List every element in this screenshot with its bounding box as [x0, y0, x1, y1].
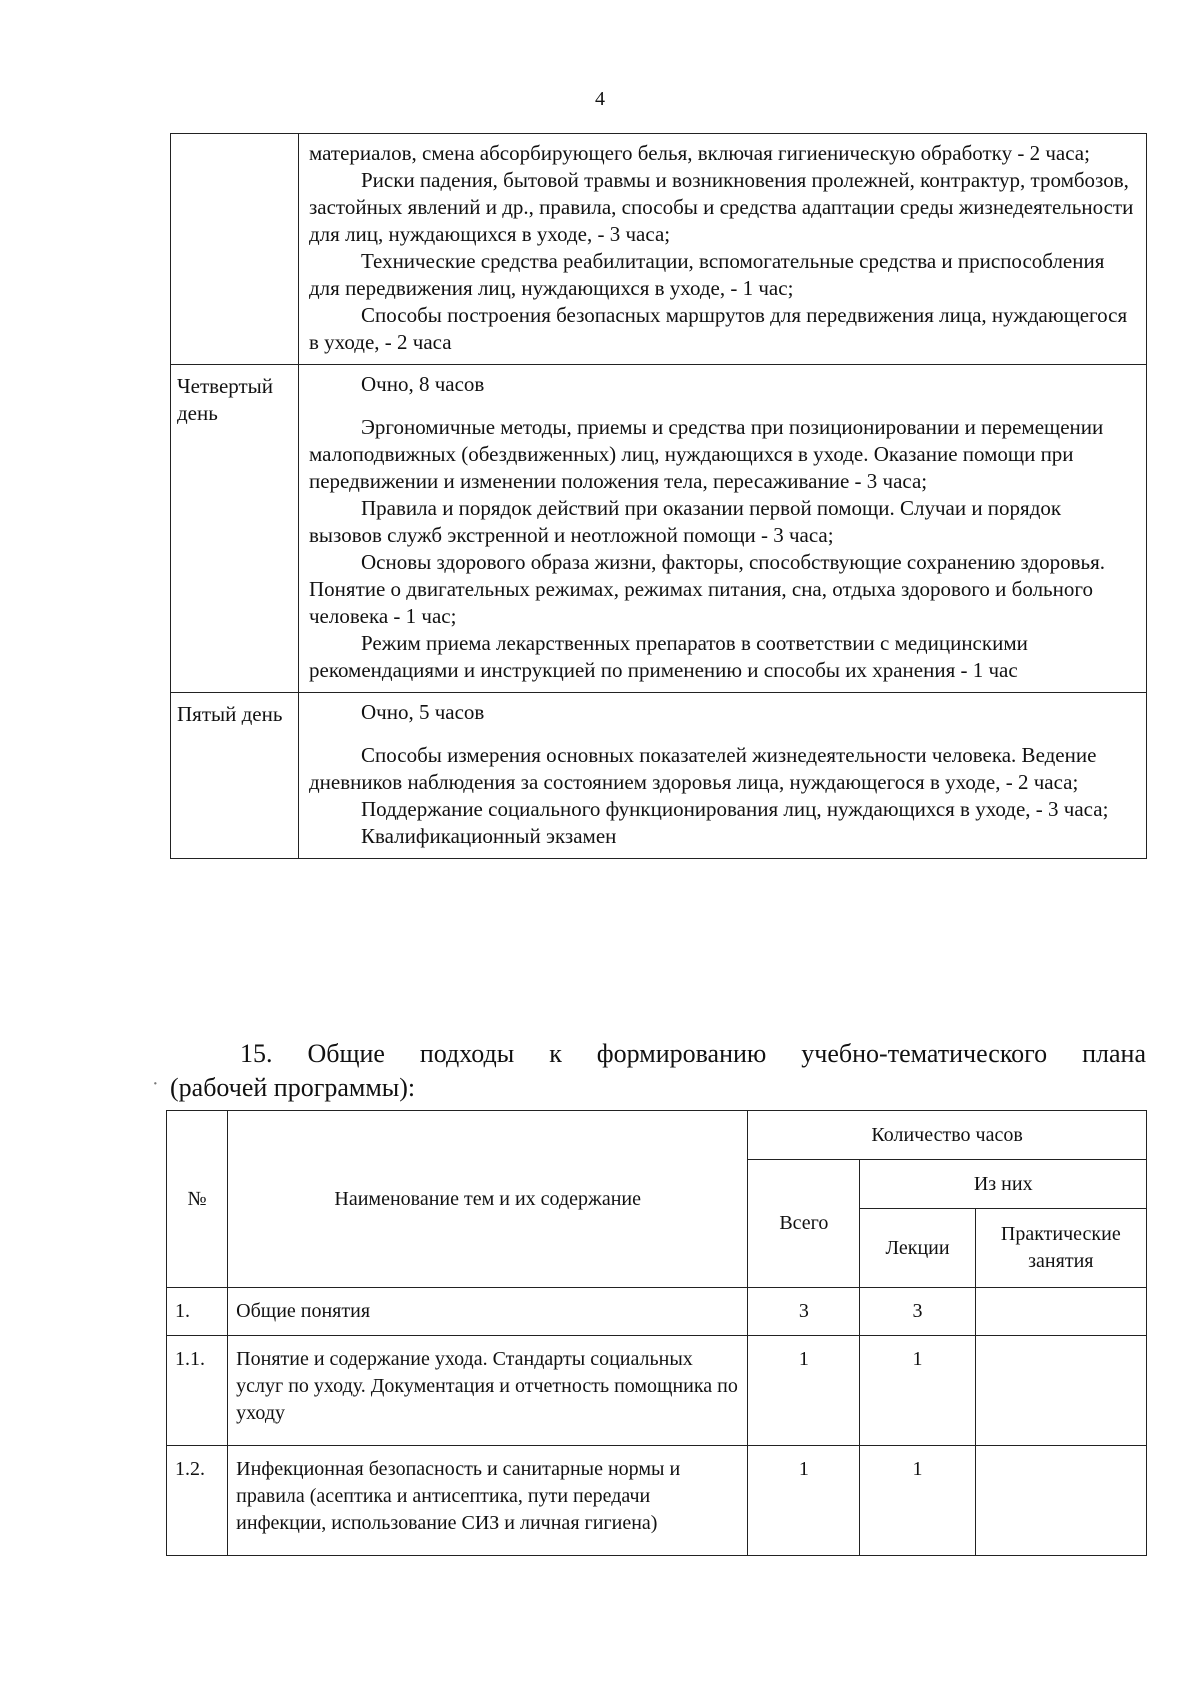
day-content: [299, 365, 1147, 693]
day-content: [299, 693, 1147, 859]
schedule-paragraph: Поддержание социального функционирования лиц, нуждающихся в уходе, - 3 часа;: [361, 797, 1109, 821]
row-lectures: 3: [860, 1288, 975, 1336]
schedule-paragraph: Основы здорового образа жизни, факторы, способствующие сохранению здоровья. Понятие о двигательных режимах, режимах питания, сна, отдыха здорового и больного человека - 1 час;: [309, 550, 1106, 628]
row-total: 1: [748, 1446, 860, 1556]
day-content: [299, 134, 1147, 365]
row-lectures: 1: [860, 1336, 975, 1446]
schedule-row-continuation: [171, 134, 1147, 365]
header-name: Наименование тем и их содержание: [228, 1111, 748, 1288]
header-lectures: Лекции: [860, 1209, 975, 1288]
day-label: Пятый день: [171, 693, 299, 859]
table-row: [167, 1446, 1147, 1556]
schedule-row-day-5: [171, 693, 1147, 859]
plan-table: [166, 1110, 1147, 1556]
schedule-paragraph: Способы построения безопасных маршрутов для передвижения лица, нуждающегося в уходе, - 2 часа: [309, 303, 1128, 354]
header-number: №: [167, 1111, 228, 1288]
row-lectures: 1: [860, 1446, 975, 1556]
margin-mark: ·: [152, 1073, 159, 1095]
schedule-paragraph: Риски падения, бытовой травмы и возникновения пролежней, контрактур, тромбозов, застойных явлений и др., правила, способы и средства адаптации среды жизнедеятельности для лиц, нуждающихся в уходе, - 3 часа;: [309, 168, 1134, 246]
schedule-paragraph: Эргономичные методы, приемы и средства при позиционировании и перемещении малоподвижных (обездвиженных) лиц, нуждающихся в уходе. Оказание помощи при передвижении и изменении положения тела, пересаживание - 3 часа;: [309, 415, 1104, 493]
table-row: [167, 1288, 1147, 1336]
page-number: 4: [595, 88, 605, 110]
row-name: Общие понятия: [228, 1288, 748, 1336]
day-label: Четвертый день: [171, 365, 299, 693]
schedule-paragraph: Режим приема лекарственных препаратов в соответствии с медицинскими рекомендациями и инструкцией по применению и способы их хранения - 1 час: [309, 631, 1028, 682]
schedule-paragraph: Способы измерения основных показателей жизнедеятельности человека. Ведение дневников наблюдения за состоянием здоровья лица, нуждающегося в уходе, - 2 часа;: [309, 743, 1097, 794]
section-heading-line-1: 15. Общие подходы к формированию учебно-тематического плана: [240, 1039, 1146, 1068]
row-practical: [975, 1336, 1146, 1446]
attendance-mode: Очно, 8 часов: [361, 372, 485, 396]
row-name: Понятие и содержание ухода. Стандарты социальных услуг по уходу. Документация и отчетность помощника по уходу: [228, 1336, 748, 1446]
schedule-table: [170, 133, 1147, 859]
row-name: Инфекционная безопасность и санитарные нормы и правила (асептика и антисептика, пути передачи инфекции, использование СИЗ и личная гигиена): [228, 1446, 748, 1556]
schedule-paragraph: Квалификационный экзамен: [361, 824, 617, 848]
plan-header-row-1: [167, 1111, 1147, 1160]
schedule-paragraph: материалов, смена абсорбирующего белья, включая гигиеническую обработку - 2 часа;: [309, 141, 1090, 165]
header-of-which: Из них: [860, 1160, 1147, 1209]
section-heading-line-2: (рабочей программы):: [170, 1073, 416, 1102]
attendance-mode: Очно, 5 часов: [361, 700, 485, 724]
schedule-paragraph: Технические средства реабилитации, вспомогательные средства и приспособления для передвижения лиц, нуждающихся в уходе, - 1 час;: [309, 249, 1105, 300]
schedule-paragraph: Правила и порядок действий при оказании первой помощи. Случаи и порядок вызовов служб экстренной и неотложной помощи - 3 часа;: [309, 496, 1062, 547]
row-practical: [975, 1446, 1146, 1556]
header-total: Всего: [748, 1160, 860, 1288]
row-number: 1.1.: [167, 1336, 228, 1446]
section-heading: [170, 1037, 1146, 1105]
schedule-row-day-4: [171, 365, 1147, 693]
table-row: [167, 1336, 1147, 1446]
row-total: 3: [748, 1288, 860, 1336]
header-hours: Количество часов: [748, 1111, 1147, 1160]
row-number: 1.: [167, 1288, 228, 1336]
header-practical: Практические занятия: [975, 1209, 1146, 1288]
row-number: 1.2.: [167, 1446, 228, 1556]
row-practical: [975, 1288, 1146, 1336]
day-cell-empty: [171, 134, 299, 365]
row-total: 1: [748, 1336, 860, 1446]
